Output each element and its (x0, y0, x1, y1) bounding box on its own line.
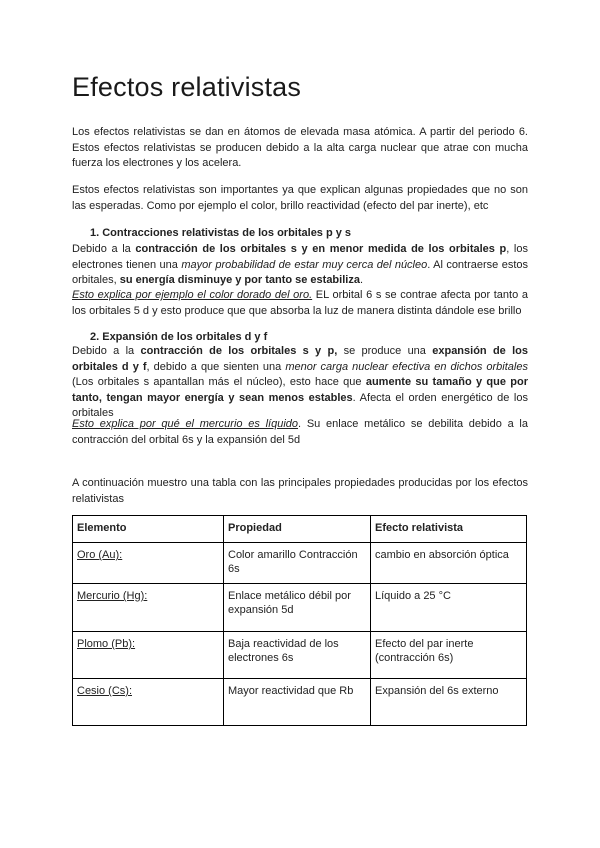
text-run: . Al contraerse estos orbitales, (72, 258, 528, 286)
text-run: EL orbital 6 s se contrae afecta por tanto a los orbitales 5 d y esto produce que que absorba la luz de manera distinta dándole ese brillo (72, 289, 528, 317)
intro-paragraph-2: Estos efectos relativistas son importantes ya que explican algunas propiedades que no son las esperadas. Como por ejemplo el color, brillo reactividad (efecto del par inerte), etc (72, 184, 528, 212)
section-1-paragraph-1 (72, 242, 528, 289)
section-1-heading: 1. Contracciones relativistas de los orbitales p y s (90, 227, 352, 239)
section-2-paragraph-2 (72, 417, 528, 448)
element-cell (73, 584, 224, 632)
text-run-bold: su energía disminuye y por tanto se estabiliza (119, 274, 360, 286)
text-run-bold: contracción de los orbitales s y en menor medida de los orbitales p (135, 243, 507, 255)
effect-cell: cambio en absorción óptica (371, 543, 527, 584)
element-cell (73, 632, 224, 679)
text-run: . Su enlace metálico se debilita debido a la contracción del orbital 6s y la expansión del 5d (72, 418, 528, 446)
text-run: (Los orbitales s apantallan más el núcleo), esto hace que (72, 376, 366, 388)
page-title: Efectos relativistas (72, 72, 302, 102)
effect-cell: Efecto del par inerte (contracción 6s) (371, 632, 527, 679)
intro-paragraph-1: Los efectos relativistas se dan en átomos de elevada masa atómica. A partir del periodo 6. Estos efectos relativistas se producen debido a la alta carga nuclear que atrae con mucha fuerza los electrones y los acelera. (72, 126, 528, 169)
header-cell: Elemento (73, 516, 224, 543)
text-run: , debido a que sienten una (146, 360, 286, 373)
property-cell: Mayor reactividad que Rb (224, 679, 371, 726)
property-cell: Baja reactividad de los electrones 6s (224, 632, 371, 679)
text-run: Debido a la (72, 243, 136, 255)
text-run: , los electrones tienen una (72, 243, 528, 271)
effect-cell: Expansión del 6s externo (371, 679, 527, 726)
text-run: . (359, 274, 364, 286)
element-name: Plomo (Pb): (77, 638, 136, 650)
property-cell: Color amarillo Contracción 6s (224, 543, 371, 584)
section-2-heading: 2. Expansión de los orbitales d y f (90, 331, 268, 343)
table-row (73, 543, 527, 584)
text-run: se produce una (337, 345, 433, 357)
table-intro-paragraph: A continuación muestro una tabla con las principales propiedades producidas por los efectos relativistas (72, 477, 528, 505)
table-header-row (73, 516, 527, 543)
element-cell (73, 679, 224, 726)
table-row (73, 679, 527, 726)
text-run-bold: contracción de los orbitales s y p, (140, 345, 338, 357)
table-row (73, 632, 527, 679)
property-cell: Enlace metálico débil por expansión 5d (224, 584, 371, 632)
text-run-italic-underline: Esto explica por ejemplo el color dorado del oro. (72, 289, 313, 301)
text-run-bold: aumente su tamaño y que por tanto, tengan mayor energía y sean menos estables (72, 376, 528, 404)
text-run: . Afecta el orden energético de los orbitales (72, 391, 528, 419)
element-name: Cesio (Cs): (77, 685, 133, 697)
element-name: Mercurio (Hg): (77, 590, 148, 602)
properties-table (72, 515, 527, 726)
section-1-paragraph-2 (72, 288, 528, 319)
element-name: Oro (Au): (77, 549, 123, 561)
effect-cell: Líquido a 25 °C (371, 584, 527, 632)
text-run-italic: mayor probabilidad de estar muy cerca del núcleo (181, 258, 428, 271)
text-run: Debido a la (72, 345, 141, 357)
text-run-bold: expansión de los orbitales d y f (72, 345, 528, 373)
section-2-paragraph-1 (72, 344, 528, 422)
header-cell: Propiedad (224, 516, 371, 543)
element-cell (73, 543, 224, 584)
text-run-italic: menor carga nuclear efectiva en dichos orbitales (285, 360, 528, 373)
header-cell: Efecto relativista (371, 516, 527, 543)
text-run-italic-underline: Esto explica por qué el mercurio es líquido (72, 418, 299, 430)
table-row (73, 584, 527, 632)
